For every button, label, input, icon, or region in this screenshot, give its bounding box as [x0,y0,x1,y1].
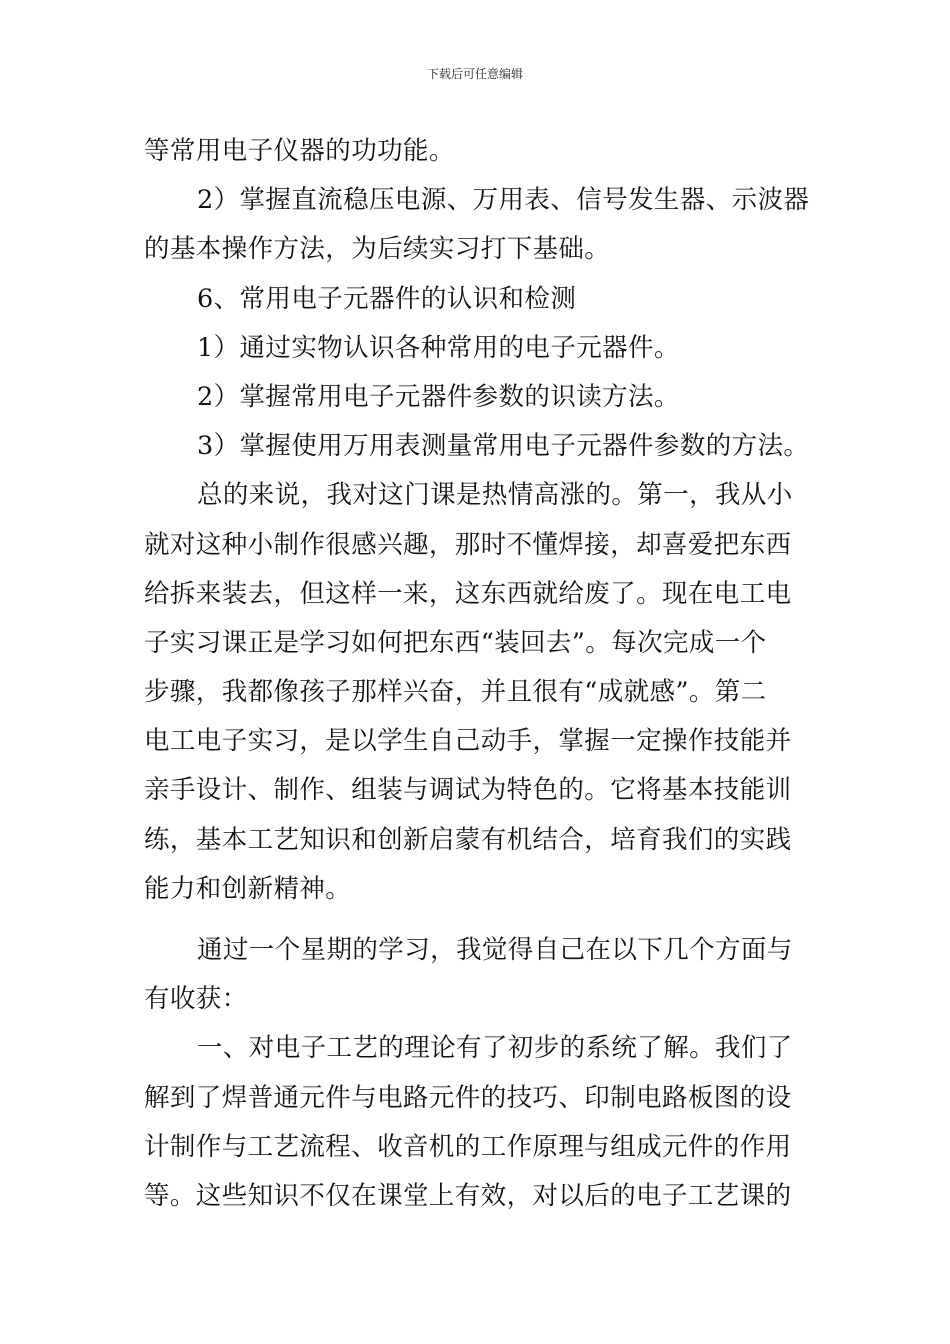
list-item: 3）掌握使用万用表测量常用电子元器件参数的方法。 [197,431,810,462]
paragraph-line: 有收获： [144,984,248,1015]
section-heading: 6、常用电子元器件的认识和检测 [197,283,577,314]
paragraph-line: 通过一个星期的学习，我觉得自己在以下几个方面与 [197,935,793,965]
paragraph-line: 能力和创新精神。 [144,873,352,904]
document-body [144,127,808,1221]
list-item: 2）掌握常用电子元器件参数的识读方法。 [197,381,680,412]
paragraph-line: 给拆来装去，但这样一来，这东西就给废了。现在电工电 [144,578,792,609]
paragraph-gap [144,914,808,926]
paragraph-line: 就对这种小制作很感兴趣，那时不懂焊接，却喜爱把东西 [144,529,792,560]
list-item: 2）掌握直流稳压电源、万用表、信号发生器、示波器 [197,185,810,216]
paragraph-line: 练，基本工艺知识和创新启蒙有机结合，培育我们的实践 [144,824,792,855]
paragraph-line: 总的来说，我对这门课是热情高涨的。第一，我从小 [197,480,793,511]
paragraph-line: 一、对电子工艺的理论有了初步的系统了解。我们了 [197,1033,793,1064]
paragraph-line: 子实习课正是学习如何把东西“装回去”。每次完成一个 [144,627,767,658]
text-line: 等常用电子仪器的功功能。 [144,136,455,166]
text-line: 的基本操作方法，为后续实习打下基础。 [144,234,611,265]
paragraph-line: 亲手设计、制作、组装与调试为特色的。它将基本技能训 [144,775,792,806]
list-item: 1）通过实物认识各种常用的电子元器件。 [197,332,680,363]
paragraph-line: 电工电子实习，是以学生自己动手，掌握一定操作技能并 [144,726,792,757]
paragraph-line: 计制作与工艺流程、收音机的工作原理与组成元件的作用 [144,1131,792,1162]
paragraph-line: 步骤，我都像孩子那样兴奋，并且很有“成就感”。第二 [144,677,767,708]
paragraph-line: 等。这些知识不仅在课堂上有效，对以后的电子工艺课的 [144,1180,792,1211]
paragraph-line: 解到了焊普通元件与电路元件的技巧、印制电路板图的设 [144,1082,792,1113]
page-header: 下载后可任意编辑 [426,67,523,81]
